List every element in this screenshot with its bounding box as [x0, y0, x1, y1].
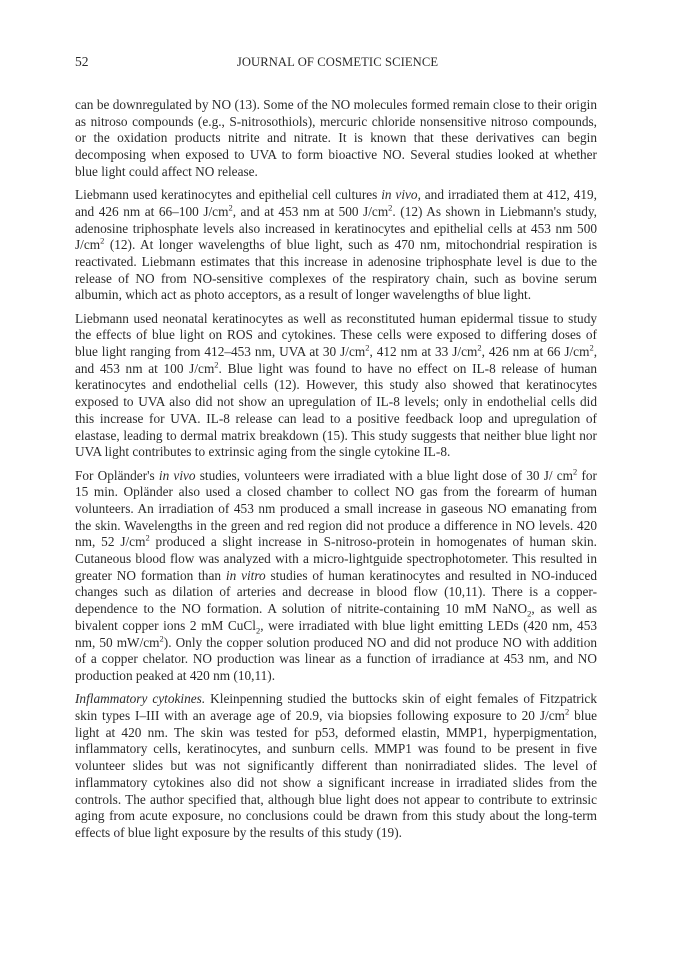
- italic-text: in vivo: [158, 467, 196, 483]
- text-run: studies of human keratinocytes and resulted in NO-induced changes such as dilation of arteries and decrease in blood flow (10,11). There is a copper-dependence to the NO formation. A solution of nitrite-containing 10 mM NaNO: [75, 567, 598, 617]
- text-run: , were irradiated with blue light emitting LEDs (420 nm, 453 nm, 50 mW/cm: [75, 617, 597, 650]
- text-run: Liebmann used keratinocytes and epithelial cell cultures: [75, 187, 382, 203]
- superscript: 2: [145, 532, 150, 543]
- text-run: , and at 453 nm at 500 J/cm: [232, 203, 389, 219]
- text-run: ). Only the copper solution produced NO and did not produce NO with addition of a copper chelator. NO production was linear as a function of irradiance at 453 nm, and NO production peaked at 420 nm (10,11).: [75, 634, 597, 683]
- text-run: . Blue light was found to have no effect on IL-8 release of human keratinocytes and endothelial cells (12). However, this study also showed that keratinocytes exposed to UVA also did not show an upregulation of IL-8 levels; only in endothelial cells did this increase for UVA. IL-8 release can lead to a positive feedback loop and upregulation of elastase, leading to dermal matrix breakdown (15). This study suggests that neither blue light nor UVA light contributes to extrinsic aging from the single cytokine IL-8.: [75, 360, 597, 460]
- superscript: 2: [564, 706, 570, 717]
- italic-text: Inflammatory cytokines.: [75, 691, 206, 707]
- text-run: blue light at 420 nm. The skin was tested for p53, deformed elastin, MMP1, hyperpigmentation, inflammatory cells, keratinocytes, and sunburn cells. MMP1 was found to be present in five volunteer slides but was not significantly different than nonirradiated slides. The level of inflammatory cytokines also did not show a significant increase in irradiated slides from the controls. The author specified that, although blue light does not appear to contribute to extrinsic aging from acute exposure, no conclusions could be drawn from this study about the long-term effects of blue light exposure by the results of this study (19).: [75, 707, 597, 840]
- superscript: 2: [388, 202, 393, 213]
- superscript: 2: [228, 202, 233, 213]
- text-run: studies, volunteers were irradiated with a blue light dose of 30 J/ cm: [195, 467, 574, 483]
- superscript: 2: [100, 235, 105, 246]
- article-body: [75, 97, 597, 848]
- text-run: Kleinpenning studied the buttocks skin of eight females of Fitzpatrick skin types I–III with an average age of 20.9, via biopsies following exposure to 20 J/cm: [75, 691, 597, 723]
- subscript: 2: [255, 625, 261, 636]
- page-number: 52: [75, 54, 89, 69]
- text-run: Liebmann used neonatal keratinocytes as well as reconstituted human epidermal tissue to study the effects of blue light on ROS and cytokines. These cells were exposed to differing doses of blue light ranging from 412–453 nm, UVA at 30 J/cm: [75, 310, 597, 360]
- body-paragraph: [75, 97, 597, 181]
- text-run: , 426 nm at 66 J/cm: [481, 344, 590, 360]
- text-run: produced a slight increase in S-nitroso-protein in homogenates of human skin. Cutaneous blood flow was analyzed with a micro-lightguide spectrophotometer. This resulted in greater NO formation than: [75, 534, 597, 583]
- superscript: 2: [589, 342, 594, 353]
- text-run: For Opländer's: [75, 467, 159, 483]
- text-run: , as well as bivalent copper ions 2 mM CuCl: [75, 601, 598, 633]
- text-run: , 412 nm at 33 J/cm: [369, 344, 478, 360]
- superscript: 2: [159, 633, 164, 644]
- text-run: (12). At longer wavelengths of blue light, such as 470 nm, mitochondrial respiration is reactivated. Liebmann estimates that this increase in adenosine triphosphate level is due to the release of NO from NO-sensitive complexes of the respiratory chain, such as bovine serum albumin, which act as photo acceptors, as a result of longer wavelengths of blue light.: [75, 237, 597, 303]
- body-paragraph: [75, 468, 597, 685]
- body-paragraph: [75, 691, 597, 841]
- italic-text: in vivo: [381, 187, 418, 203]
- italic-text: in vitro: [225, 567, 266, 583]
- superscript: 2: [214, 359, 219, 370]
- text-run: can be downregulated by NO (13). Some of the NO molecules formed remain close to their origin as nitroso compounds (e.g., S-nitrosothiols), mercuric chloride nonsensitive nitroso compounds, or the oxidation products nitrite and nitrate. It is known that these derivatives can begin decomposing when exposed to UVA to form bioactive NO. Several studies looked at whether blue light could affect NO release.: [75, 97, 597, 179]
- subscript: 2: [527, 608, 532, 619]
- text-run: , and 453 nm at 100 J/cm: [75, 344, 598, 376]
- journal-title: JOURNAL OF COSMETIC SCIENCE: [236, 55, 439, 69]
- body-paragraph: [75, 311, 597, 461]
- text-run: for 15 min. Opländer also used a closed chamber to collect NO gas from the forearm of human volunteers. An irradiation of 453 nm produced a small increase in gaseous NO emanating from the skin. Wavelengths in the green and red region did not produce a difference in NO levels. 420 nm, 52 J/cm: [75, 467, 597, 550]
- text-run: , and irradiated them at 412, 419, and 426 nm at 66–100 J/cm: [75, 187, 597, 219]
- superscript: 2: [365, 342, 370, 353]
- superscript: 2: [573, 466, 578, 477]
- body-paragraph: [75, 187, 597, 304]
- text-run: . (12) As shown in Liebmann's study, adenosine triphosphate levels also increased in keratinocytes and epithelial cells at 453 nm 500 J/cm: [75, 203, 597, 253]
- superscript: 2: [477, 342, 482, 353]
